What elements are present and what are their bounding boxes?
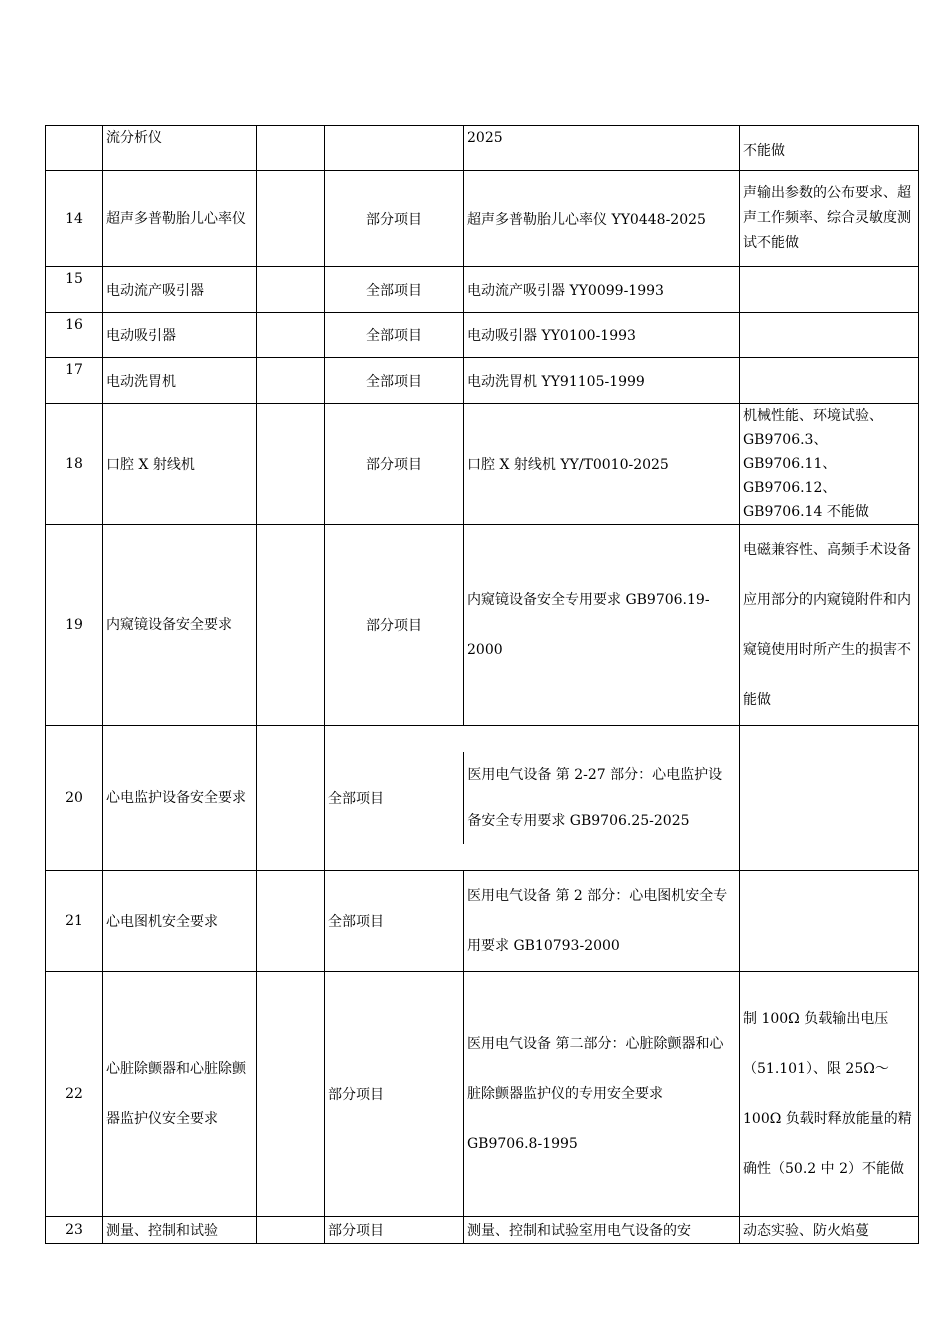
inspection-table (45, 125, 919, 1244)
row-number: 20 (46, 726, 103, 871)
row-number (46, 126, 103, 171)
standard-cell: 口腔 X 射线机 YY/T0010-2025 (464, 404, 740, 525)
row-number: 19 (46, 525, 103, 726)
standard-cell: 电动洗胃机 YY91105-1999 (464, 358, 740, 404)
scope-standard-pair (325, 726, 740, 871)
scope-cell: 部分项目 (325, 404, 464, 525)
note-cell (740, 358, 919, 404)
table-row (46, 726, 919, 871)
row-number: 22 (46, 972, 103, 1217)
standard-cell: 电动吸引器 YY0100-1993 (464, 313, 740, 358)
scope-cell: 部分项目 (325, 972, 464, 1217)
table-row (46, 404, 919, 525)
row-number: 18 (46, 404, 103, 525)
standard-cell: 医用电气设备 第 2 部分：心电图机安全专用要求 GB10793-2000 (464, 871, 740, 972)
table-row (46, 1217, 919, 1244)
note-cell: 不能做 (740, 126, 919, 171)
row-number: 15 (46, 267, 103, 313)
product-name: 测量、控制和试验 (103, 1217, 257, 1244)
blank-cell (257, 404, 325, 525)
blank-cell (257, 313, 325, 358)
scope-cell (325, 126, 464, 171)
blank-cell (257, 1217, 325, 1244)
row-number: 21 (46, 871, 103, 972)
blank-cell (257, 171, 325, 267)
row-number: 16 (46, 313, 103, 358)
product-name: 内窥镜设备安全要求 (103, 525, 257, 726)
scope-cell: 全部项目 (325, 313, 464, 358)
product-name: 心电监护设备安全要求 (103, 726, 257, 871)
note-cell: 机械性能、环境试验、GB9706.3、GB9706.11、 GB9706.12、GB9706.14 不能做 (740, 404, 919, 525)
table-row (46, 972, 919, 1217)
note-cell: 制 100Ω 负载输出电压（51.101）、限 25Ω～100Ω 负载时释放能量的精确性（50.2 中 2）不能做 (740, 972, 919, 1217)
product-name: 超声多普勒胎儿心率仪 (103, 171, 257, 267)
blank-cell (257, 871, 325, 972)
product-name: 口腔 X 射线机 (103, 404, 257, 525)
standard-cell: 测量、控制和试验室用电气设备的安 (464, 1217, 740, 1244)
table-row (46, 267, 919, 313)
note-cell: 声输出参数的公布要求、超声工作频率、综合灵敏度测试不能做 (740, 171, 919, 267)
product-name: 心电图机安全要求 (103, 871, 257, 972)
note-cell (740, 726, 919, 871)
standard-cell: 医用电气设备 第二部分：心脏除颤器和心脏除颤器监护仪的专用安全要求 GB9706.8-1995 (464, 972, 740, 1217)
blank-cell (257, 525, 325, 726)
blank-cell (257, 126, 325, 171)
table-row (46, 525, 919, 726)
blank-cell (257, 267, 325, 313)
scope-cell: 全部项目 (325, 358, 464, 404)
blank-cell (257, 358, 325, 404)
row-number: 14 (46, 171, 103, 267)
row-number: 17 (46, 358, 103, 404)
table-row (46, 126, 919, 171)
note-cell (740, 871, 919, 972)
row-number: 23 (46, 1217, 103, 1244)
scope-cell: 全部项目 (328, 791, 384, 807)
product-name: 心脏除颤器和心脏除颤器监护仪安全要求 (103, 972, 257, 1217)
blank-cell (257, 972, 325, 1217)
product-name: 电动流产吸引器 (103, 267, 257, 313)
note-cell: 电磁兼容性、高频手术设备应用部分的内窥镜附件和内窥镜使用时所产生的损害不能做 (740, 525, 919, 726)
scope-cell: 部分项目 (325, 1217, 464, 1244)
scope-cell: 部分项目 (325, 525, 464, 726)
scope-cell: 部分项目 (325, 171, 464, 267)
product-name: 流分析仪 (103, 126, 257, 171)
standard-cell: 电动流产吸引器 YY0099-1993 (464, 267, 740, 313)
table-row (46, 871, 919, 972)
scope-cell: 全部项目 (325, 267, 464, 313)
note-cell: 动态实验、防火焰蔓 (740, 1217, 919, 1244)
standard-cell: 医用电气设备 第 2-27 部分：心电监护设备安全专用要求 GB9706.25-2025 (463, 752, 739, 844)
standard-cell: 2025 (464, 126, 740, 171)
standard-cell: 超声多普勒胎儿心率仪 YY0448-2025 (464, 171, 740, 267)
table-row (46, 313, 919, 358)
standard-cell: 内窥镜设备安全专用要求 GB9706.19-2000 (464, 525, 740, 726)
product-name: 电动洗胃机 (103, 358, 257, 404)
table-row (46, 171, 919, 267)
note-cell (740, 267, 919, 313)
product-name: 电动吸引器 (103, 313, 257, 358)
blank-cell (257, 726, 325, 871)
note-cell (740, 313, 919, 358)
table-row (46, 358, 919, 404)
scope-cell: 全部项目 (325, 871, 464, 972)
